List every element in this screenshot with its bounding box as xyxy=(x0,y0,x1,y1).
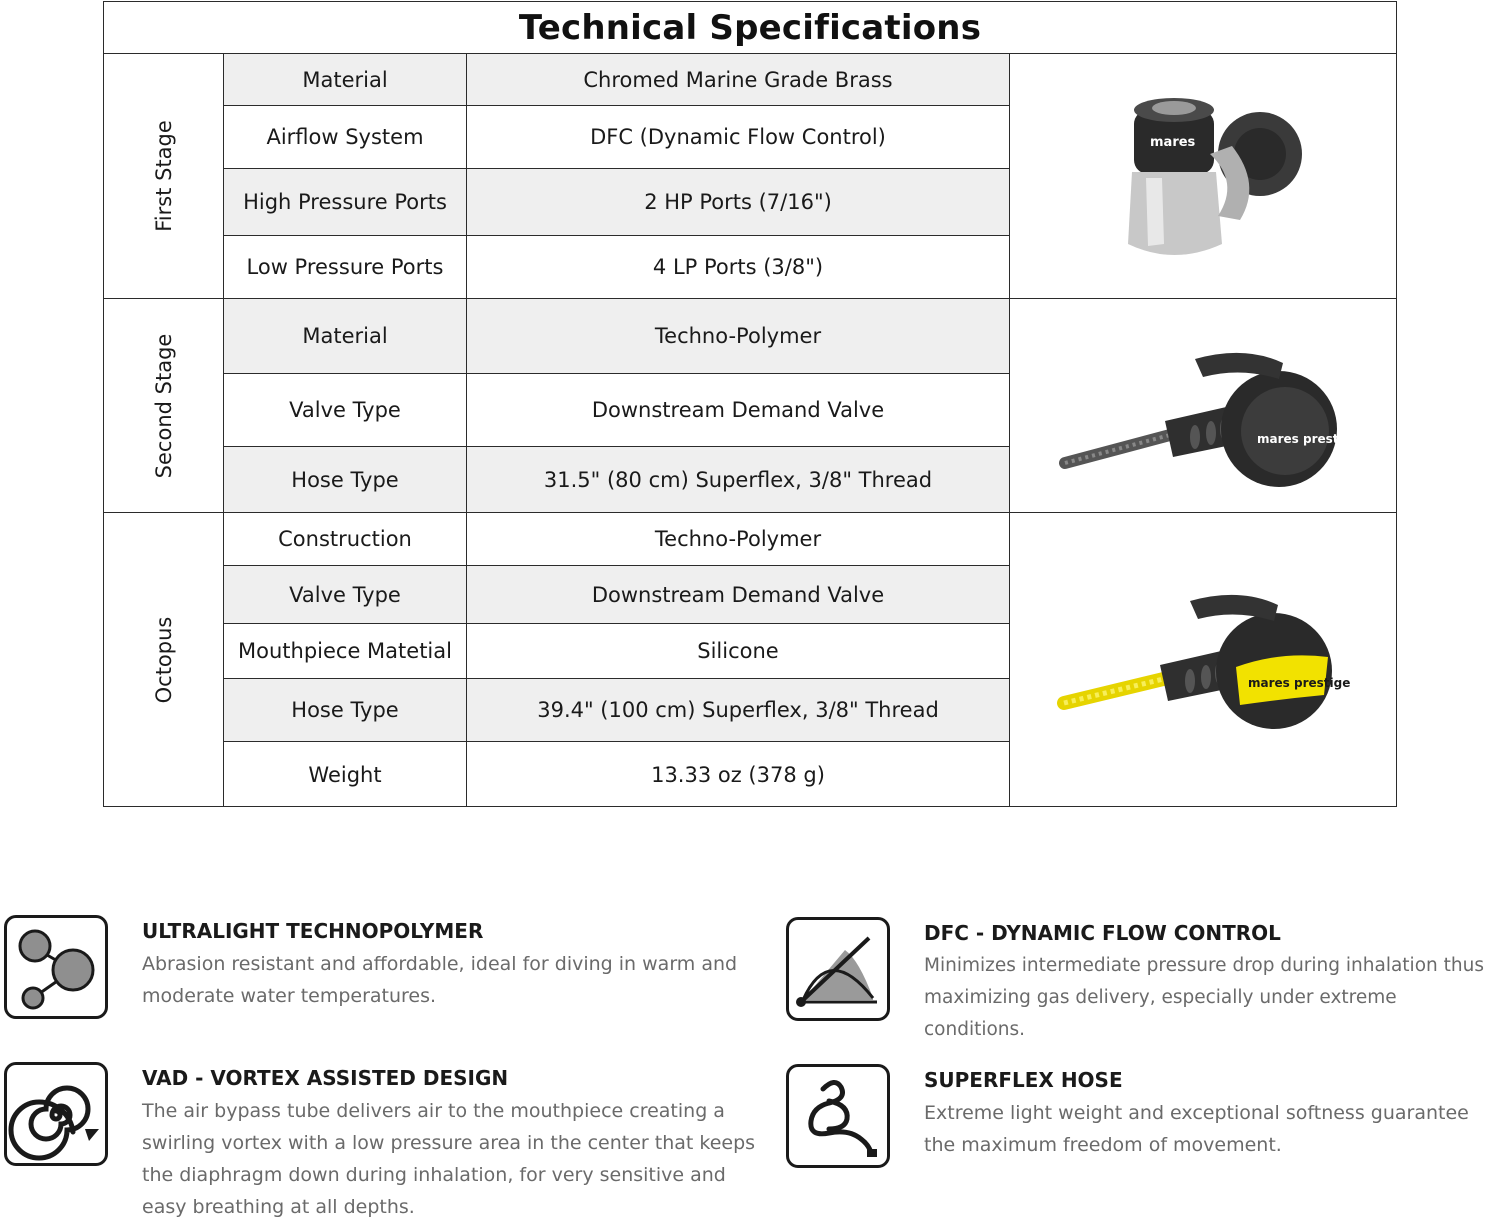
table-row xyxy=(224,235,1009,298)
spec-value: 2 HP Ports (7/16") xyxy=(644,190,832,214)
feature-description: Extreme light weight and exceptional softness guarantee the maximum freedom of movement. xyxy=(924,1102,1469,1156)
svg-text:mares prestige: mares prestige xyxy=(1257,432,1360,446)
feature-description: Minimizes intermediate pressure drop during inhalation thus maximizing gas delivery, especially under extreme conditions. xyxy=(924,955,1484,1040)
section-label: Second Stage xyxy=(104,299,224,512)
table-row xyxy=(224,299,1009,373)
spec-value: 39.4" (100 cm) Superflex, 3/8" Thread xyxy=(537,698,939,722)
table-row xyxy=(224,513,1009,565)
spec-key: Material xyxy=(224,299,467,373)
second-stage-image xyxy=(1009,299,1396,512)
spec-key: Valve Type xyxy=(224,566,467,623)
table-row xyxy=(224,446,1009,513)
spec-key: Weight xyxy=(224,742,467,807)
spec-key: Mouthpiece Matetial xyxy=(224,624,467,678)
feature-title: DFC - DYNAMIC FLOW CONTROL xyxy=(924,921,1281,945)
section-octopus xyxy=(104,512,1396,806)
spec-value: 4 LP Ports (3/8") xyxy=(652,255,824,279)
spec-key: High Pressure Ports xyxy=(224,169,467,235)
spec-key: Hose Type xyxy=(224,679,467,741)
spec-value: Downstream Demand Valve xyxy=(591,582,885,607)
spec-value: DFC (Dynamic Flow Control) xyxy=(590,125,886,149)
section-second-stage xyxy=(104,298,1396,512)
spec-key: Construction xyxy=(224,513,467,565)
feature-description: Abrasion resistant and affordable, ideal for diving in warm and moderate water temperatures. xyxy=(142,953,738,1007)
spec-value: Chromed Marine Grade Brass xyxy=(583,67,893,92)
vortex-spiral-icon xyxy=(4,1062,108,1166)
section-label: Octopus xyxy=(104,513,224,806)
spec-key: Valve Type xyxy=(224,374,467,446)
feature-title: VAD - VORTEX ASSISTED DESIGN xyxy=(142,1066,509,1090)
spec-key: Hose Type xyxy=(224,447,467,513)
table-row xyxy=(224,168,1009,235)
spec-key: Airflow System xyxy=(224,106,467,168)
octopus-image xyxy=(1009,513,1396,806)
spec-value: 13.33 oz (378 g) xyxy=(651,762,825,787)
spec-value: 31.5" (80 cm) Superflex, 3/8" Thread xyxy=(543,468,933,492)
spec-key: Material xyxy=(224,54,467,105)
section-label: First Stage xyxy=(104,54,224,298)
table-row xyxy=(224,54,1009,105)
spec-table xyxy=(103,1,1397,807)
spec-table-title: Technical Specifications xyxy=(104,2,1396,54)
table-row xyxy=(224,373,1009,446)
table-row xyxy=(224,678,1009,741)
feature-title: SUPERFLEX HOSE xyxy=(924,1068,1123,1092)
feature-title: ULTRALIGHT TECHNOPOLYMER xyxy=(142,919,484,943)
molecule-icon xyxy=(4,915,108,1019)
spec-value: Downstream Demand Valve xyxy=(591,398,885,422)
table-row xyxy=(224,105,1009,168)
spec-key: Low Pressure Ports xyxy=(224,236,467,298)
feature-description: The air bypass tube delivers air to the mouthpiece creating a swirling vortex with a low pressure area in the center that keeps the diaphragm down during inhalation, for very sensitive and easy breathing at all depths. xyxy=(142,1100,756,1218)
section-first-stage xyxy=(104,54,1396,298)
flow-gauge-icon xyxy=(786,917,890,1021)
table-row xyxy=(224,741,1009,807)
hose-icon xyxy=(786,1064,890,1168)
svg-text:mares prestige: mares prestige xyxy=(1248,676,1351,690)
spec-value: Techno-Polymer xyxy=(654,527,822,551)
spec-value: Silicone xyxy=(697,639,779,663)
spec-value: Techno-Polymer xyxy=(654,324,822,348)
table-row xyxy=(224,565,1009,623)
svg-text:mares: mares xyxy=(1150,135,1196,150)
first-stage-image xyxy=(1009,54,1396,298)
table-row xyxy=(224,623,1009,678)
